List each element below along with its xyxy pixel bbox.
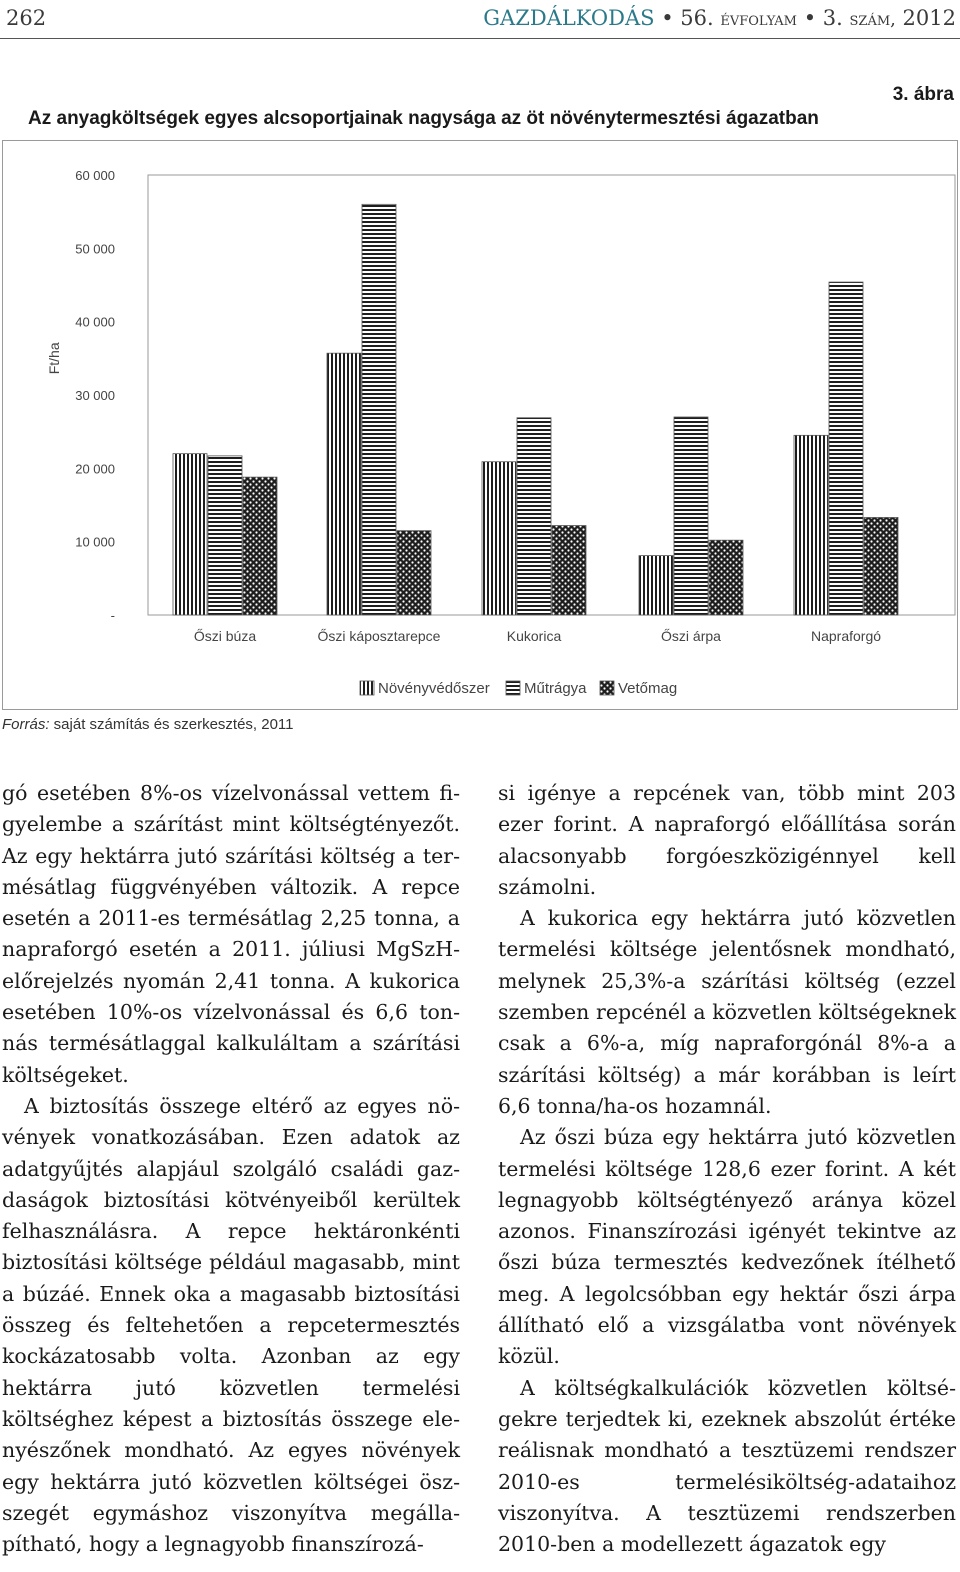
journal-info [483, 6, 956, 30]
paragraph: si igénye a repcének van, több mint 203 ezer forint. A napraforgó előállítása során alacsonyabb forgóeszközigénnyel kell számolni. [498, 781, 956, 899]
bar [362, 204, 396, 615]
bar [552, 526, 586, 615]
year: 2012 [902, 6, 956, 30]
figure-number: 3. ábra [892, 84, 954, 105]
y-axis-label: Ft/ha [46, 342, 62, 375]
bar [639, 556, 673, 615]
source-text: saját számítás és szerkesztés, 2011 [49, 716, 294, 733]
bar [173, 454, 207, 615]
legend-label: Vetőmag [618, 680, 678, 697]
bar [482, 462, 516, 615]
bar [864, 517, 898, 615]
journal-name: GAZDÁLKODÁS [483, 6, 655, 30]
x-category-label: Őszi káposztarepce [317, 628, 441, 644]
bar [829, 282, 863, 615]
bar [397, 531, 431, 615]
y-tick-label: - [110, 608, 115, 623]
issue-number: 3. [822, 6, 843, 30]
page-header [0, 0, 960, 36]
issue-word: szám, [849, 9, 896, 30]
y-tick-label: 30 000 [75, 388, 115, 403]
figure-title: Az anyagköltségek egyes alcsoportjainak nagysága az öt növénytermesztési ágazatban [28, 108, 819, 129]
right-text-column [498, 778, 956, 1560]
legend-swatch [506, 681, 520, 695]
volume-word: évfolyam [720, 9, 797, 30]
paragraph: gó esetében 8%-os vízelvonással vettem figyelembe a szárítást mint költségtényezőt. Az egy hektárra jutó szárítási költség a termésátlag függvényében változik. A repce esetén a 2011-es termésátlag 2,25 tonna, a napraforgó esetén a 2011. júliusi MgSzH-előrejelzés nyomán 2,41 tonna. A kukorica esetében 10%-os vízelvonással és 6,6 tonnás termésátlaggal kalkuláltam a szárítási költségeket. [2, 781, 460, 1087]
legend-swatch [360, 681, 374, 695]
y-tick-label: 20 000 [75, 461, 115, 477]
legend-label: Műtrágya [524, 680, 587, 697]
y-tick-label: 10 000 [75, 534, 115, 550]
bar [327, 353, 361, 615]
x-category-label: Őszi árpa [661, 628, 721, 644]
figure-source [2, 716, 294, 733]
bar [794, 435, 828, 615]
paragraph: A biztosítás összege eltérő az egyes növények vonatkozásában. Ezen adatok az adatgyűjtés alapjául szolgáló családi gazdaságok biztosítási kötvényeiből kerültek felhasználásra. A repce hektáronkénti biztosítási költsége például magasabb, mint a búzáé. Ennek oka a magasabb biztosítási összeg és feltehetően a repcetermesztés kockázatosabb volta. Azonban az egy hektárra jutó közvetlen termelési költséghez képest a biztosítás összege elenyészőnek mondható. Az egyes növények egy hektárra jutó közvetlen költségei öszszegét egymáshoz viszonyítva megállapítható, hogy a legnagyobb finanszírozá- [2, 1093, 460, 1557]
bar [208, 456, 242, 615]
bar [709, 540, 743, 615]
bullet-separator: • [803, 6, 817, 30]
bar [674, 417, 708, 615]
paragraph: A költségkalkulációk közvetlen költségekre terjedtek ki, ezeknek abszolút értéke reálisnak mondható a tesztüzemi rendszer 2010-es termelésiköltség-adataihoz viszonyítva. A tesztüzemi rendszerben 2010-ben a modellezett ágazatok egy [498, 1375, 956, 1557]
y-tick-label: 60 000 [75, 168, 115, 183]
legend-swatch [600, 681, 614, 695]
left-text-column [2, 778, 460, 1560]
volume-number: 56. [680, 6, 714, 30]
bullet-separator: • [661, 6, 674, 30]
bar [517, 418, 551, 615]
paragraph: A kukorica egy hektárra jutó közvetlen termelési költsége jelentősnek mondható, melynek 25,3%-a szárítási költség (ezzel szemben repcénél a közvetlen költségeknek csak a 6%-a, míg napraforgónál 8%-a a szárítási költség) a már korábban is leírt 6,6 tonna/ha-os hozamnál. [498, 906, 956, 1118]
bar [243, 477, 277, 615]
chart-frame [2, 140, 958, 710]
x-category-label: Őszi búza [193, 628, 257, 644]
y-tick-label: 50 000 [75, 241, 115, 257]
x-category-label: Kukorica [506, 628, 562, 644]
y-tick-label: 40 000 [75, 314, 115, 330]
legend-label: Növényvédőszer [378, 680, 490, 697]
source-label: Forrás: [2, 716, 50, 733]
bar-chart [3, 141, 957, 709]
paragraph: Az őszi búza egy hektárra jutó közvetlen termelési költsége 128,6 ezer forint. A két legnagyobb költségtényező aránya közel azonos. Finanszírozási igényét tekintve az őszi búza termesztés kedvezőnek ítélhető meg. A legolcsóbban egy hektár őszi árpa állítható elő a vizsgálatba vont növények közül. [498, 1125, 956, 1369]
x-category-label: Napraforgó [810, 628, 882, 644]
page-number: 262 [6, 6, 47, 30]
header-divider [0, 38, 960, 39]
